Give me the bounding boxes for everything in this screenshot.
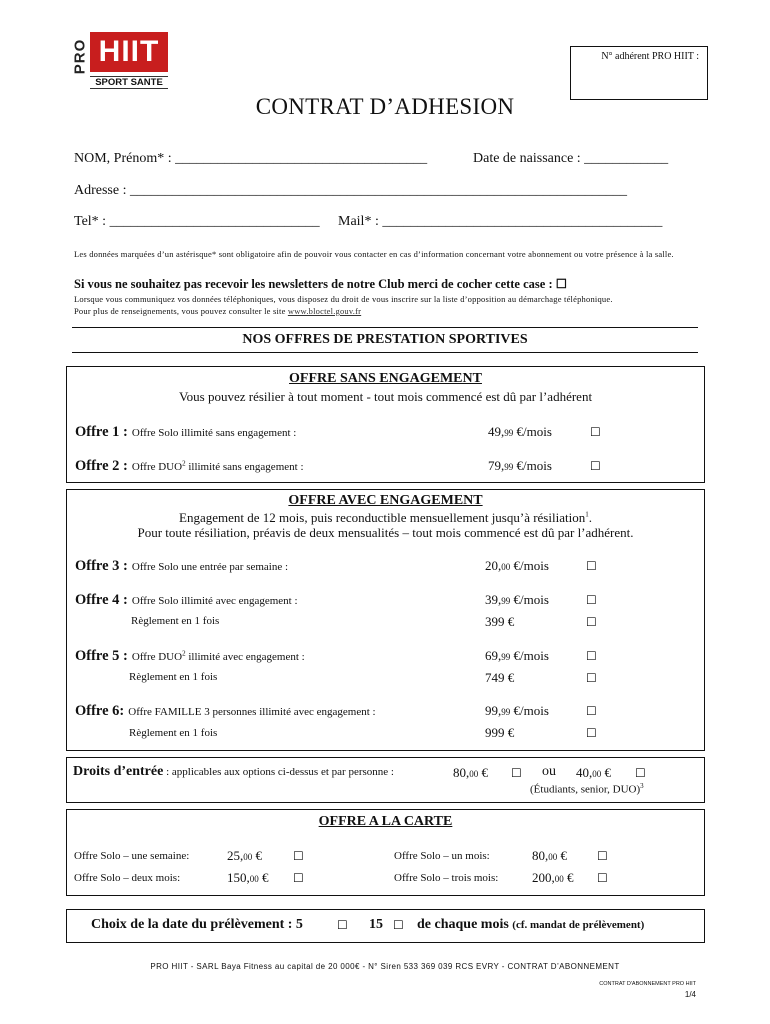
offre-3 [75, 557, 288, 575]
offre-4-reglement: Règlement en 1 fois [131, 615, 220, 627]
droits-entree-label: Droits d’entrée [73, 764, 164, 779]
bloctel-text: Pour plus de renseignements, vous pouvez consulter le site [74, 306, 286, 316]
adherent-number-label: N° adhérent PRO HIIT : [601, 51, 699, 62]
offre-1-desc: Offre Solo illimité sans engagement : [131, 427, 297, 439]
offre-4-checkbox[interactable]: ☐ [586, 593, 597, 607]
carte-item-1-checkbox[interactable]: ☐ [293, 849, 304, 863]
offre-6-total-checkbox[interactable]: ☐ [586, 726, 597, 740]
offre-6-desc: Offre FAMILLE 3 personnes illimité avec engagement : [128, 706, 376, 718]
adherent-number-box[interactable] [570, 46, 708, 100]
offre-6-checkbox[interactable]: ☐ [586, 704, 597, 718]
offre-3-label: Offre 3 : [75, 558, 128, 574]
avec-engagement-title: OFFRE AVEC ENGAGEMENT [288, 493, 483, 508]
droits-entree-desc: : applicables aux options ci-dessus et par personne : [163, 766, 394, 778]
droits-price-1: 80,00 € [453, 765, 488, 780]
carte-item-1-label: Offre Solo – une semaine: [74, 850, 190, 862]
offre-5-total: 749 € [485, 670, 515, 685]
prelevement-box [66, 909, 705, 943]
engagement-line2: Pour toute résiliation, préavis de deux mensualités – tout mois commencé est dû par l’adhérent. [137, 525, 634, 540]
offre-1-price: 49,99 €/mois [488, 424, 552, 439]
section-rule-bottom [72, 352, 698, 353]
offre-6-price: 99,99 €/mois [485, 703, 549, 718]
carte-item-2-label: Offre Solo – deux mois: [74, 872, 181, 884]
page-number: 1/4 [684, 990, 696, 999]
offre-6 [75, 702, 376, 720]
offre-5-checkbox[interactable]: ☐ [586, 649, 597, 663]
bloctel-notice-line2 [74, 305, 714, 317]
carte-item-3-checkbox[interactable]: ☐ [597, 849, 608, 863]
page-title: CONTRAT D’ADHESION [255, 94, 515, 119]
sans-engagement-title: OFFRE SANS ENGAGEMENT [289, 371, 482, 386]
droits-entree-box [66, 757, 705, 803]
adresse-field[interactable]: Adresse : _______________________________________________________________________ [74, 183, 627, 198]
bloctel-notice-line1: Lorsque vous communiquez vos données téléphoniques, vous disposez du droit de vous inscrire sur la liste d’opposition au démarchage téléphonique. [74, 294, 613, 304]
sans-engagement-subtitle: Vous pouvez résilier à tout moment - tout mois commencé est dû par l’adhérent [178, 389, 593, 404]
droits-note: (Étudiants, senior, DUO)$^3$ [530, 782, 644, 796]
carte-title: OFFRE A LA CARTE [318, 814, 453, 829]
carte-item-3-label: Offre Solo – un mois: [394, 850, 490, 862]
carte-item-2-price: 150,00 € [227, 870, 269, 885]
offre-5-price: 69,99 €/mois [485, 648, 549, 663]
prelevement-end: de chaque mois (cf. mandat de prélèvement) [417, 917, 645, 932]
offre-6-reglement: Règlement en 1 fois [129, 727, 218, 739]
data-notice: Les données marquées d’un astérisque* sont obligatoire afin de pouvoir vous contacter en cas d’information concernant votre abonnement ou votre présence à la salle. [74, 249, 674, 259]
offre-5-desc: Offre DUO$^2$ illimité avec engagement : [131, 649, 305, 663]
carte-item-4-price: 200,00 € [532, 870, 574, 885]
droits-ou: ou [542, 764, 556, 779]
newsletter-optout[interactable]: Si vous ne souhaitez pas recevoir les newsletters de notre Club merci de cocher cette case : ☐ [74, 277, 567, 291]
offre-1-checkbox[interactable]: ☐ [590, 425, 601, 439]
offre-4 [75, 591, 298, 609]
offre-3-checkbox[interactable]: ☐ [586, 559, 597, 573]
offre-carte-box [66, 809, 705, 896]
nom-prenom-field[interactable]: NOM, Prénom* : ____________________________________ [74, 151, 428, 166]
offre-4-total-checkbox[interactable]: ☐ [586, 615, 597, 629]
section-rule-top [72, 327, 698, 328]
offre-2-label: Offre 2 : [75, 458, 128, 474]
prelevement-15: 15 [369, 917, 383, 932]
offre-5-total-checkbox[interactable]: ☐ [586, 671, 597, 685]
droits-price-2: 40,00 € [576, 765, 611, 780]
offre-4-label: Offre 4 : [75, 592, 128, 608]
carte-item-4-checkbox[interactable]: ☐ [597, 871, 608, 885]
offre-6-total: 999 € [485, 725, 515, 740]
prelevement-text: Choix de la date du prélèvement : 5 [91, 917, 303, 932]
pro-hiit-logo [72, 30, 170, 90]
offre-2-checkbox[interactable]: ☐ [590, 459, 601, 473]
offre-sans-engagement-box [66, 366, 705, 483]
offre-4-desc: Offre Solo illimité avec engagement : [131, 595, 298, 607]
bloctel-link[interactable]: www.bloctel.gouv.fr [287, 306, 362, 316]
offre-5 [75, 647, 305, 665]
prelevement-15-checkbox[interactable]: ☐ [393, 918, 404, 932]
logo-hiit-text: HIIT [98, 35, 160, 68]
droits-checkbox-2[interactable]: ☐ [635, 766, 646, 780]
offre-3-desc: Offre Solo une entrée par semaine : [131, 561, 289, 573]
carte-item-1-price: 25,00 € [227, 848, 262, 863]
section-title: NOS OFFRES DE PRESTATION SPORTIVES [242, 332, 528, 347]
offre-2-desc: Offre DUO$^2$ illimité sans engagement : [131, 459, 304, 473]
carte-item-2-checkbox[interactable]: ☐ [293, 871, 304, 885]
prelevement-5-checkbox[interactable]: ☐ [337, 918, 348, 932]
offre-2-price: 79,99 €/mois [488, 458, 552, 473]
offre-4-total: 399 € [485, 614, 515, 629]
offre-2 [75, 457, 304, 475]
offre-4-price: 39,99 €/mois [485, 592, 549, 607]
carte-item-3-price: 80,00 € [532, 848, 567, 863]
logo-pro-text: PRO [71, 38, 89, 75]
tel-field[interactable]: Tel* : ______________________________ [74, 214, 320, 229]
droits-checkbox-1[interactable]: ☐ [511, 766, 522, 780]
date-naissance-field[interactable]: Date de naissance : ____________ [473, 151, 669, 166]
offre-3-price: 20,00 €/mois [485, 558, 549, 573]
logo-subtitle: SPORT SANTE [90, 76, 168, 89]
footer-contract-label: CONTRAT D'ABONNEMENT PRO HIIT [599, 981, 696, 987]
offre-avec-engagement-box [66, 489, 705, 751]
footer-legal: PRO HIIT - SARL Baya Fitness au capital de 20 000€ - N° Siren 533 369 039 RCS EVRY - CONTRAT D’ABONNEMENT [150, 962, 620, 971]
droits-entree-text [73, 764, 394, 780]
offre-1-label: Offre 1 : [75, 424, 128, 440]
engagement-line1: Engagement de 12 mois, puis reconductible mensuellement jusqu’à résiliation$^1$. [179, 510, 592, 525]
offre-5-reglement: Règlement en 1 fois [129, 671, 218, 683]
offre-5-label: Offre 5 : [75, 648, 128, 664]
offre-6-label: Offre 6: [75, 703, 125, 719]
carte-item-4-label: Offre Solo – trois mois: [394, 872, 499, 884]
mail-field[interactable]: Mail* : ________________________________________ [338, 214, 663, 229]
offre-1 [75, 423, 296, 441]
